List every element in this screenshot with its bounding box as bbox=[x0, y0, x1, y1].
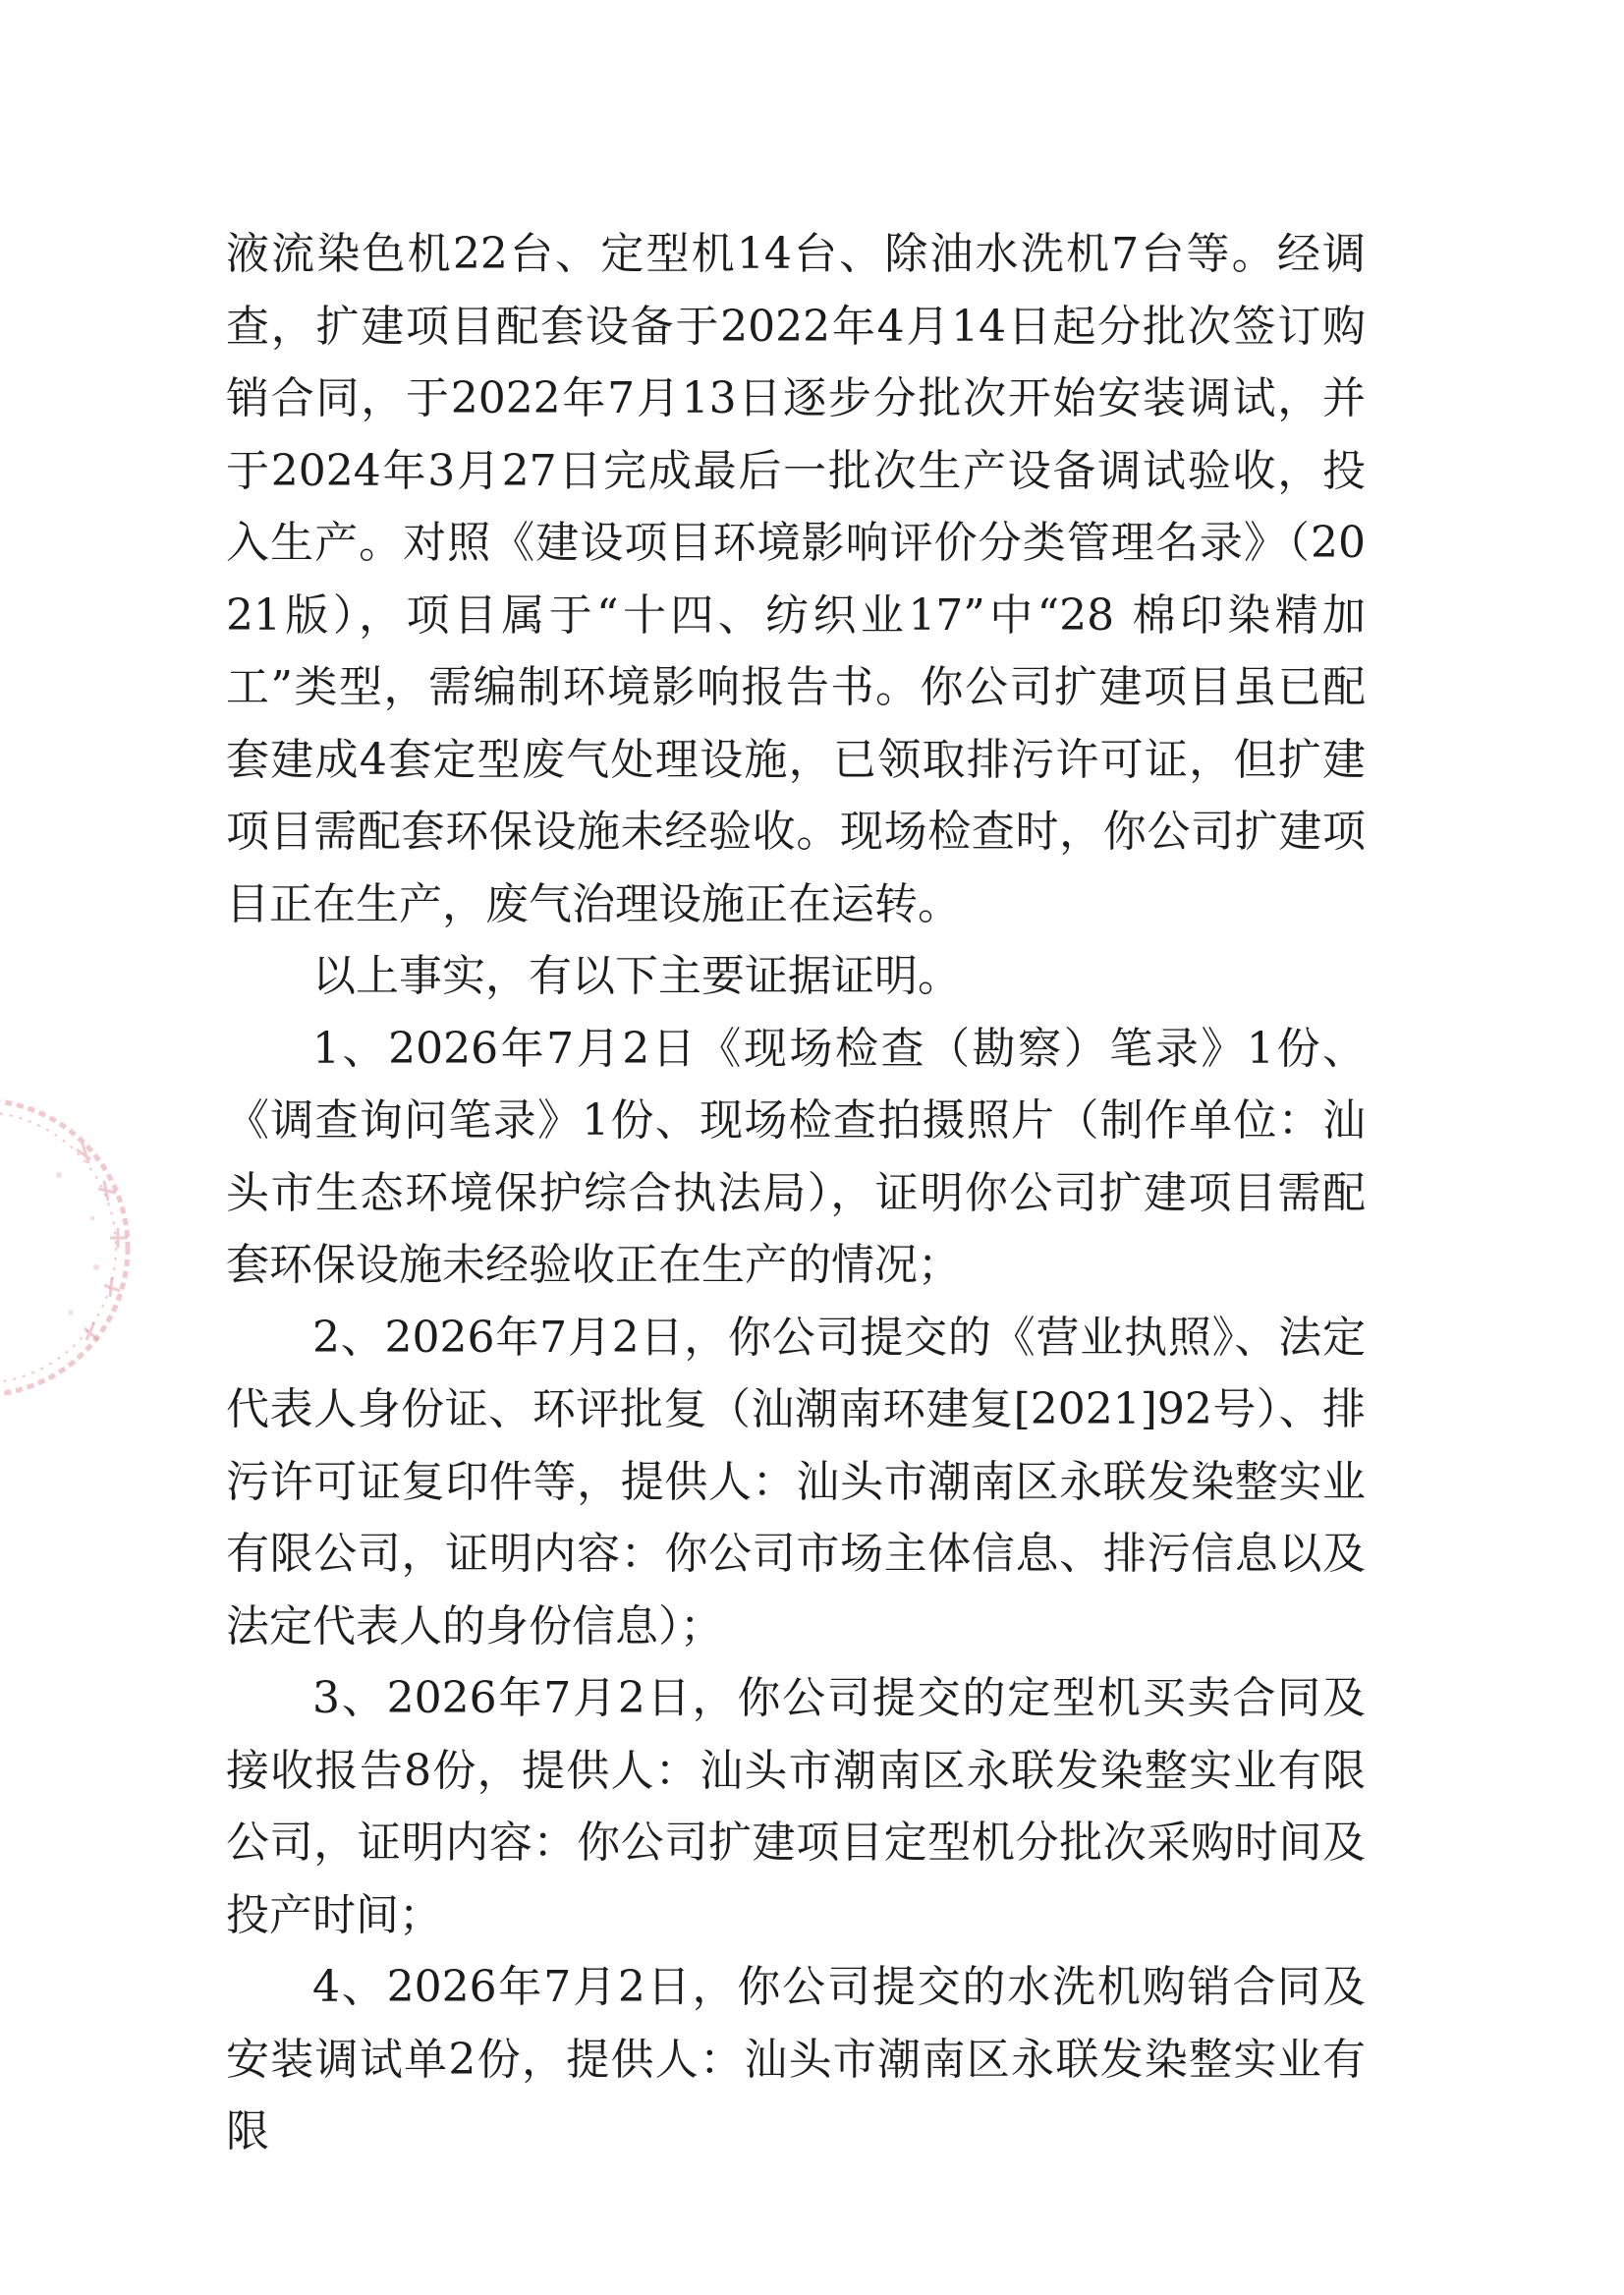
paragraph-evidence-2: 2、2026年7月2日，你公司提交的《营业执照》、法定代表人身份证、环评批复（汕潮南环建复[2021]92号）、排污许可证复印件等，提供人：汕头市潮南区永联发染整实业有限公司，证明内容：你公司市场主体信息、排污信息以及法定代表人的身份信息）； bbox=[226, 1312, 1366, 1651]
paragraph-evidence-intro: 以上事实，有以下主要证据证明。 bbox=[312, 951, 961, 1001]
paragraph-evidence-1: 1、2026年7月2日《现场检查（勘察）笔录》1份、《调查询问笔录》1份、现场检查拍摄照片（制作单位：汕头市生态环境保护综合执法局），证明你公司扩建项目需配套环保设施未经验收正在生产的情况； bbox=[226, 1023, 1366, 1290]
paragraph-evidence-4: 4、2026年7月2日，你公司提交的水洗机购销合同及安装调试单2份，提供人：汕头市潮南区永联发染整实业有限 bbox=[226, 1962, 1366, 2156]
document-body bbox=[226, 218, 1366, 2168]
paragraph-investigation-findings: 液流染色机22台、定型机14台、除油水洗机7台等。经调查，扩建项目配套设备于2022年4月14日起分批次签订购销合同，于2022年7月13日逐步分批次开始安装调试，并于2024年3月27日完成最后一批次生产设备调试验收，投入生产。对照《建设项目环境影响评价分类管理名录》（2021版），项目属于“十四、纺织业17”中“28 棉印染精加工”类型，需编制环境影响报告书。你公司扩建项目虽已配套建成4套定型废气处理设施，已领取排污许可证，但扩建项目需配套环保设施未经验收。现场检查时，你公司扩建项目正在生产，废气治理设施正在运转。 bbox=[226, 229, 1366, 929]
red-seal-stamp-partial bbox=[0, 1081, 147, 1415]
paragraph-evidence-3: 3、2026年7月2日，你公司提交的定型机买卖合同及接收报告8份，提供人：汕头市潮南区永联发染整实业有限公司，证明内容：你公司扩建项目定型机分批次采购时间及投产时间； bbox=[226, 1673, 1366, 1940]
